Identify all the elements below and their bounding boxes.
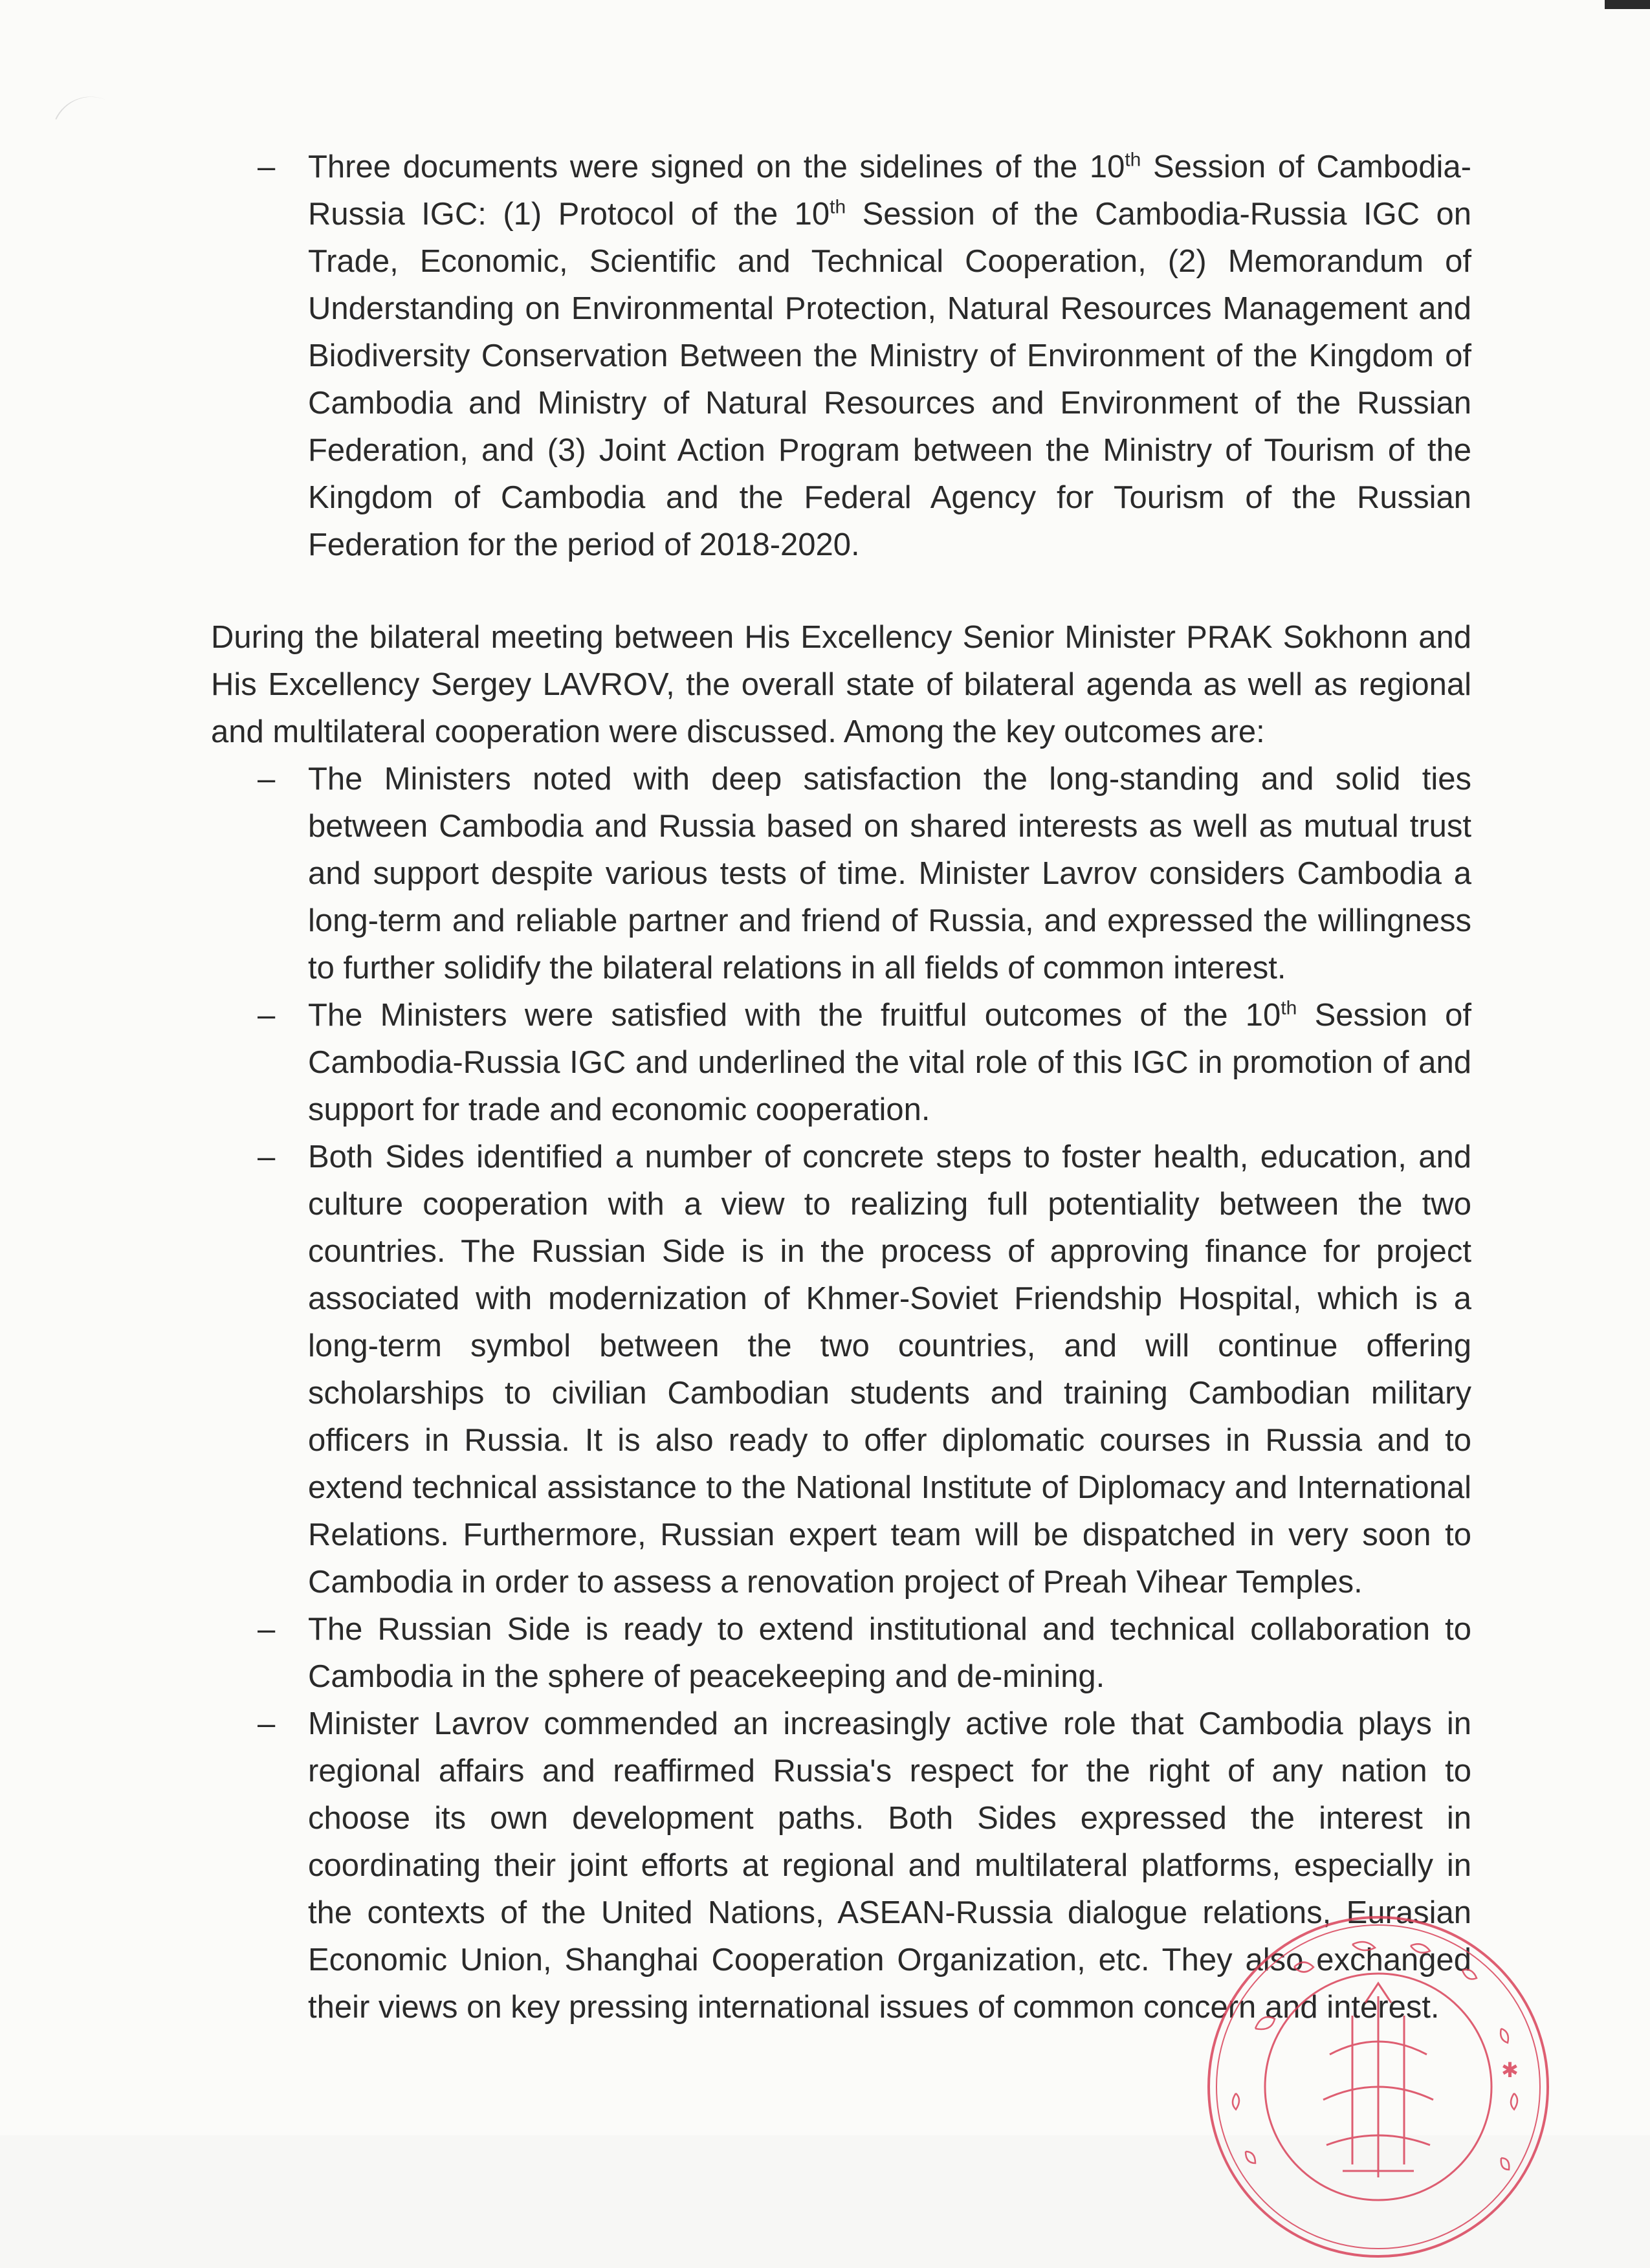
scan-corner-mark [1605, 0, 1650, 9]
bullet-outcome-ties [211, 756, 1471, 992]
scan-smudge [55, 84, 108, 137]
seal-star-glyph: ✱ [1501, 2058, 1519, 2082]
bullet-text: The Ministers noted with deep satisfaction the long-standing and solid ties between Cambodia and Russia based on shared interests as well as mutual trust and support despite various tests of time. Minister Lavrov considers Cambodia a long-term and reliable partner and friend of Russia, and expressed the willingness to further solidify the bilateral relations in all fields of common interest. [308, 762, 1471, 985]
dash-marker: – [258, 1706, 276, 1741]
dash-marker: – [258, 1140, 276, 1174]
document-body [211, 144, 1471, 2031]
bullet-signed-documents [211, 144, 1471, 569]
dash-marker: – [258, 149, 276, 184]
bullet-text: The Russian Side is ready to extend institutional and technical collaboration to Cambodia in the sphere of peacekeeping and de-mining. [308, 1612, 1471, 1694]
bullet-outcome-igc [211, 992, 1471, 1134]
official-seal-stamp [1197, 1906, 1559, 2268]
bullet-outcome-peacekeeping [211, 1606, 1471, 1701]
dash-marker: – [258, 998, 276, 1033]
dash-marker: – [258, 762, 276, 797]
bullet-text: Both Sides identified a number of concrete steps to foster health, education, and culture cooperation with a view to realizing full potentiality between the two countries. The Russian Side is in the process of approving finance for project associated with modernization of Khmer-Soviet Friendship Hospital, which is a long-term symbol between the two countries, and will continue offering scholarships to civilian Cambodian students and training Cambodian military officers in Russia. It is also ready to offer diplomatic courses in Russia and to extend technical assistance to the National Institute of Diplomacy and International Relations. Furthermore, Russian expert team will be dispatched in very soon to Cambodia in order to assess a renovation project of Preah Vihear Temples. [308, 1140, 1471, 1600]
bullet-text: Minister Lavrov commended an increasingly active role that Cambodia plays in regional affairs and reaffirmed Russia's respect for the right of any nation to choose its own development paths. Both Sides expressed the interest in coordinating their joint efforts at regional and multilateral platforms, especially in the contexts of the United Nations, ASEAN-Russia dialogue relations, Eurasian Economic Union, Shanghai Cooperation Organization, etc. They also exchanged their views on key pressing international issues of common concern and interest. [308, 1706, 1471, 2025]
seal-emblem [1323, 1983, 1433, 2177]
bullet-text: The Ministers were satisfied with the fruitful outcomes of the 10th Session of Cambodia-Russia IGC and underlined the vital role of this IGC in promotion of and support for trade and economic cooperation. [308, 997, 1472, 1127]
dash-marker: – [258, 1612, 276, 1647]
bullet-outcome-health-education [211, 1134, 1471, 1606]
bullet-text: Three documents were signed on the sidelines of the 10th Session of Cambodia-Russia IGC: (1) Protocol of the 10th Session of the Cambodia-Russia IGC on Trade, Economic, Scientific and Technical Cooperation, (2) Memorandum of Understanding on Environmental Protection, Natural Resources Management and Biodiversity Conservation Between the Ministry of Environment of the Kingdom of Cambodia and Ministry of Natural Resources and Environment of the Russian Federation, and (3) Joint Action Program between the Ministry of Tourism of the Kingdom of Cambodia and the Federal Agency for Tourism of the Russian Federation for the period of 2018-2020. [308, 149, 1472, 562]
bilateral-meeting-paragraph: During the bilateral meeting between His Excellency Senior Minister PRAK Sokhonn and His Excellency Sergey LAVROV, the overall state of bilateral agenda as well as regional and multilateral cooperation were discussed. Among the key outcomes are: [211, 620, 1471, 749]
